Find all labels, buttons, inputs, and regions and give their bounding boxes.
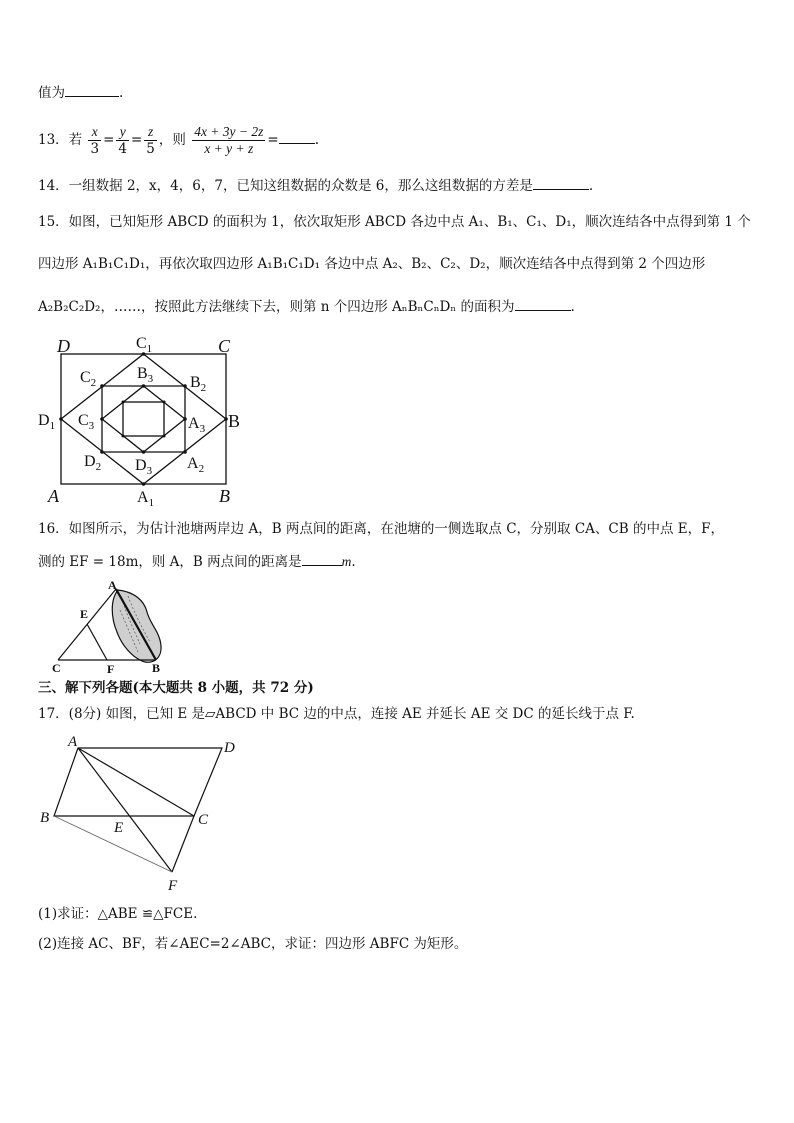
answer-blank [533, 175, 589, 190]
period: . [314, 132, 320, 148]
quadrilateral-3 [102, 386, 185, 452]
label-b3: $B_3$ [137, 365, 154, 385]
unit-m: m [341, 554, 352, 569]
question-16-line-2 [38, 551, 356, 572]
question-17-part-2: (2)连接 AC、BF，若∠AEC=2∠ABC，求证：四边形 ABFC 为矩形。 [38, 936, 468, 952]
segment-bf [54, 816, 172, 872]
section-3-heading: 三、解下列各题(本大题共 8 小题，共 72 分) [38, 680, 314, 696]
label-c3: $C_3$ [78, 412, 95, 432]
label-b: B [40, 810, 50, 826]
equals-sign: = [267, 132, 279, 148]
figure-17-parallelogram [36, 732, 246, 897]
label-a: A [48, 486, 59, 506]
continued-text: 值为 [38, 85, 65, 101]
label-c: C [52, 661, 61, 675]
denominator: 5 [146, 141, 155, 157]
continued-line [38, 82, 123, 103]
question-15-line-3-text: A₂B₂C₂D₂，……，按照此方法继续下去，则第 n 个四边形 AₙBₙCₙDₙ 的面积为 [38, 299, 515, 315]
segment-af [78, 748, 172, 872]
label-b-side: B [228, 411, 241, 431]
question-15-line-1: 15．如图，已知矩形 ABCD 的面积为 1，依次取矩形 ABCD 各边中点 A₁、B₁、C₁、D₁，顺次连结各中点得到第 1 个 [38, 214, 751, 230]
numerator: y [116, 124, 129, 141]
numerator: x [88, 124, 101, 141]
quadrilateral-2 [102, 386, 185, 452]
question-17-part-1: (1)求证：△ABE ≌△FCE. [38, 906, 198, 922]
figure-16-pond [44, 580, 174, 676]
label-d1: $D_1$ [38, 412, 56, 432]
figure-15-nested-rectangles [36, 334, 256, 509]
fraction-y-4 [116, 124, 129, 157]
label-f: F [107, 662, 115, 676]
label-a: A [108, 578, 117, 592]
quadrilateral-4 [123, 402, 164, 436]
period: . [588, 178, 594, 194]
label-a: A [68, 734, 78, 750]
question-14 [38, 175, 593, 196]
denominator: 3 [90, 141, 100, 157]
label-e: E [114, 820, 124, 836]
question-13 [38, 120, 319, 160]
label-b: B [219, 486, 230, 506]
equals-sign: = [130, 132, 143, 148]
label-d: D [224, 740, 235, 756]
equals-sign: = [103, 132, 115, 148]
fraction-expression [192, 124, 265, 157]
denominator: x + y + z [204, 141, 254, 156]
label-a1: $A_1$ [137, 489, 155, 509]
fraction-z-5 [144, 124, 157, 157]
question-13-number: 13．若 [38, 132, 83, 148]
answer-blank [515, 296, 571, 311]
numerator: z [144, 124, 157, 141]
label-d2: $D_2$ [84, 453, 102, 473]
question-15-line-3 [38, 296, 575, 317]
answer-blank [65, 82, 119, 97]
label-c: C [218, 336, 231, 356]
then-text: ，则 [158, 132, 186, 148]
label-d: D [57, 336, 70, 356]
question-15-line-2: 四边形 A₁B₁C₁D₁，再依次取四边形 A₁B₁C₁D₁ 各边中点 A₂、B₂、C₂、D₂，顺次连结各中点得到第 2 个四边形 [38, 256, 706, 272]
label-b: B [152, 661, 161, 675]
question-16-line-1: 16．如图所示，为估计池塘两岸边 A，B 两点间的距离，在池塘的一侧选取点 C，分别取 CA、CB 的中点 E，F， [38, 521, 724, 537]
period: . [119, 85, 124, 101]
period: . [570, 299, 575, 315]
label-b2: $B_2$ [190, 374, 207, 394]
label-c: C [198, 812, 209, 828]
label-a2: $A_2$ [187, 455, 205, 475]
period: . [351, 554, 356, 570]
label-c2: $C_2$ [80, 369, 97, 389]
fraction-x-3 [88, 124, 101, 157]
answer-blank [302, 551, 342, 566]
numerator: 4x + 3y − 2z [194, 124, 264, 139]
label-c1: $C_1$ [136, 335, 153, 355]
answer-blank [279, 129, 315, 144]
segment-ef [87, 624, 107, 660]
question-16-line-2-text: 测的 EF = 18m，则 A，B 两点间的距离是 [38, 554, 302, 570]
denominator: 4 [118, 141, 127, 157]
question-17-line-1: 17．(8分) 如图，已知 E 是▱ABCD 中 BC 边的中点，连接 AE 并延长 AE 交 DC 的延长线于点 F. [38, 706, 635, 722]
label-d3: $D_3$ [135, 457, 153, 477]
label-a3: $A_3$ [188, 415, 206, 435]
question-14-text: 14．一组数据 2，x，4，6，7，已知这组数据的众数是 6，那么这组数据的方差是 [38, 178, 533, 194]
segment-ac [78, 748, 194, 816]
label-e: E [80, 607, 89, 621]
segment-cf [172, 816, 194, 872]
parallelogram-abcd [54, 748, 222, 816]
label-f: F [168, 878, 178, 894]
